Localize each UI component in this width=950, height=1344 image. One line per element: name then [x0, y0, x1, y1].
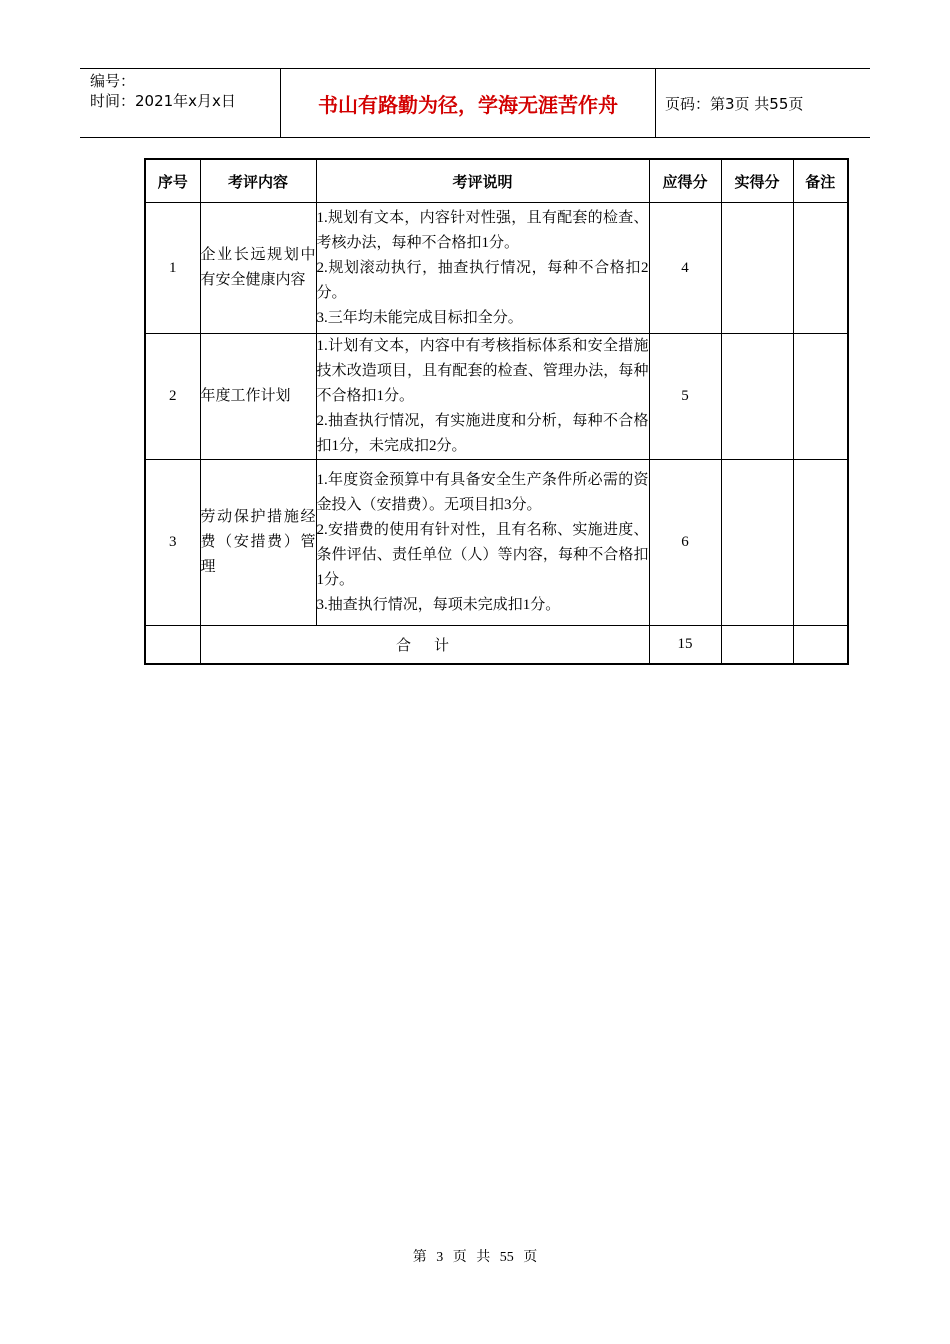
total-note[interactable] — [793, 626, 848, 664]
description-item: 2.安措费的使用有针对性，且有名称、实施进度、条件评估、责任单位（人）等内容，每种不合格扣1分。 — [316, 521, 649, 588]
description-item: 1.年度资金预算中有具备安全生产条件所必需的资金投入（安措费）。无项目扣3分。 — [316, 471, 649, 513]
page-footer: 第 3 页 共 55 页 — [412, 1250, 538, 1265]
row-actual-score[interactable] — [721, 203, 793, 334]
header-motto: 书山有路勤为径，学海无涯苦作舟 — [318, 92, 618, 117]
table-row — [145, 203, 848, 334]
table-total-row — [145, 626, 848, 664]
document-number-label: 编号： — [90, 72, 136, 90]
table-row — [145, 334, 848, 460]
col-header-score: 应得分 — [649, 159, 721, 203]
total-number-cell — [145, 626, 200, 664]
table-header-row — [145, 159, 848, 203]
col-header-content: 考评内容 — [200, 159, 316, 203]
header-motto-cell — [280, 69, 656, 137]
row-number: 1 — [145, 203, 200, 334]
description-item: 3.三年均未能完成目标扣全分。 — [316, 309, 523, 326]
evaluation-table — [144, 158, 849, 665]
table-row — [145, 460, 848, 626]
row-score: 6 — [649, 460, 721, 626]
col-header-note: 备注 — [793, 159, 848, 203]
row-content: 年度工作计划 — [200, 334, 316, 460]
row-number: 2 — [145, 334, 200, 460]
total-label: 合 计 — [200, 626, 649, 664]
col-header-actual: 实得分 — [721, 159, 793, 203]
row-content: 企业长远规划中有安全健康内容 — [200, 203, 316, 334]
row-note[interactable] — [793, 334, 848, 460]
row-description — [316, 460, 649, 626]
document-time-label: 时间：2021年x月x日 — [90, 92, 236, 110]
row-description — [316, 334, 649, 460]
description-item: 2.规划滚动执行，抽查执行情况，每种不合格扣2分。 — [316, 259, 649, 301]
row-note[interactable] — [793, 203, 848, 334]
description-item: 1.计划有文本，内容中有考核指标体系和安全措施技术改造项目，且有配套的检查、管理办法，每种不合格扣1分。 — [316, 338, 649, 404]
row-actual-score[interactable] — [721, 460, 793, 626]
row-actual-score[interactable] — [721, 334, 793, 460]
row-note[interactable] — [793, 460, 848, 626]
row-score: 5 — [649, 334, 721, 460]
description-item: 1.规划有文本，内容针对性强，且有配套的检查、考核办法，每种不合格扣1分。 — [316, 209, 649, 251]
row-number: 3 — [145, 460, 200, 626]
row-score: 4 — [649, 203, 721, 334]
header-page-info: 页码：第3页 共55页 — [665, 94, 804, 113]
row-content: 劳动保护措施经费（安措费）管理 — [200, 460, 316, 626]
col-header-desc: 考评说明 — [316, 159, 649, 203]
description-item: 3.抽查执行情况，每项未完成扣1分。 — [316, 596, 561, 613]
total-score: 15 — [649, 626, 721, 664]
col-header-no: 序号 — [145, 159, 200, 203]
description-item: 2.抽查执行情况，有实施进度和分析，每种不合格扣1分，未完成扣2分。 — [316, 413, 649, 454]
page-header — [80, 68, 870, 138]
total-actual-score[interactable] — [721, 626, 793, 664]
header-meta — [80, 69, 280, 137]
row-description — [316, 203, 649, 334]
